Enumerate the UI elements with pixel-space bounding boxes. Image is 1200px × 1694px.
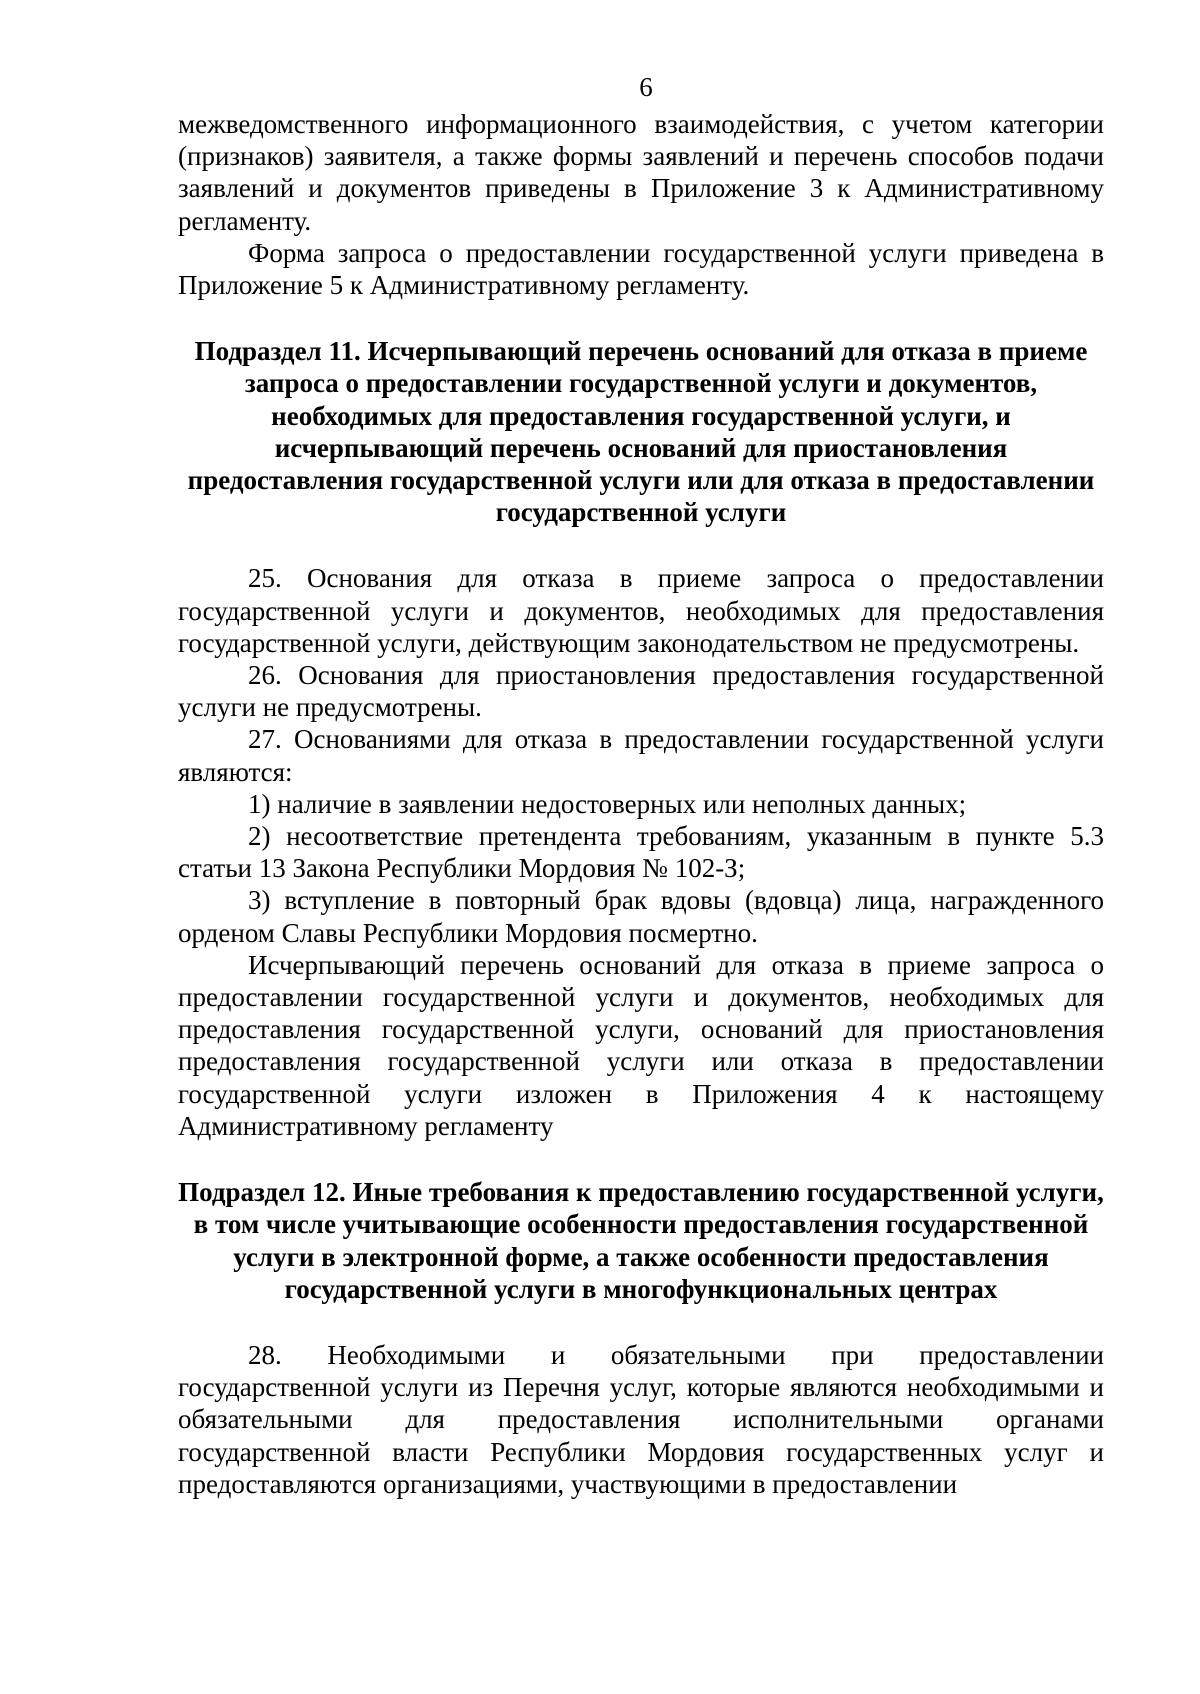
paragraph-intro-continuation: межведомственного информационного взаимодействия, с учетом категории (признаков) заявителя, а также формы заявлений и перечень способов подачи заявлений и документов приведены в Приложение 3 к Административному регламенту. bbox=[178, 109, 1104, 236]
paragraph-item-26: 26. Основания для приостановления предоставления государственной услуги не предусмотрены. bbox=[178, 660, 1104, 723]
list-item-27-3: 3) вступление в повторный брак вдовы (вдовца) лица, награжденного орденом Славы Республики Мордовия посмертно. bbox=[178, 885, 1104, 948]
paragraph-item-27: 27. Основаниями для отказа в предоставлении государственной услуги являются: bbox=[178, 724, 1104, 787]
section-11-heading: Подраздел 11. Исчерпывающий перечень оснований для отказа в приеме запроса о предоставлении государственной услуги и документов, необходимых для предоставления государственной услуги, и исчерпывающий перечень оснований для приостановления предоставления государственной услуги или для отказа в предоставлении государственной услуги bbox=[187, 336, 1095, 528]
section-12-heading: Подраздел 12. Иные требования к предоставлению государственной услуги, в том числе учитывающие особенности предоставления государственной услуги в электронной форме, а также особенности предоставления государственной услуги в многофункциональных центрах bbox=[178, 1177, 1104, 1304]
paragraph-item-28: 28. Необходимыми и обязательными при предоставлении государственной услуги из Перечня услуг, которые являются необходимыми и обязательными для предоставления исполнительными органами государственной власти Республики Мордовия государственных услуг и предоставляются организациями, участвующими в предоставлении bbox=[178, 1339, 1104, 1499]
list-item-27-2: 2) несоответствие претендента требованиям, указанным в пункте 5.3 статьи 13 Закона Республики Мордовия № 102-З; bbox=[178, 821, 1104, 884]
list-item-27-1: 1) наличие в заявлении недостоверных или неполных данных; bbox=[248, 788, 967, 819]
page-number: 6 bbox=[639, 72, 653, 102]
paragraph-item-25: 25. Основания для отказа в приеме запроса о предоставлении государственной услуги и документов, необходимых для предоставления государственной услуги, действующим законодательством не предусмотрены. bbox=[178, 563, 1104, 658]
paragraph-exhaustive-list: Исчерпывающий перечень оснований для отказа в приеме запроса о предоставлении государственной услуги и документов, необходимых для предоставления государственной услуги, оснований для приостановления предоставления государственной услуги или отказа в предоставлении государственной услуги изложен в Приложения 4 к настоящему Административному регламенту bbox=[178, 949, 1104, 1141]
paragraph-form-request: Форма запроса о предоставлении государственной услуги приведена в Приложение 5 к Административному регламенту. bbox=[178, 237, 1104, 301]
